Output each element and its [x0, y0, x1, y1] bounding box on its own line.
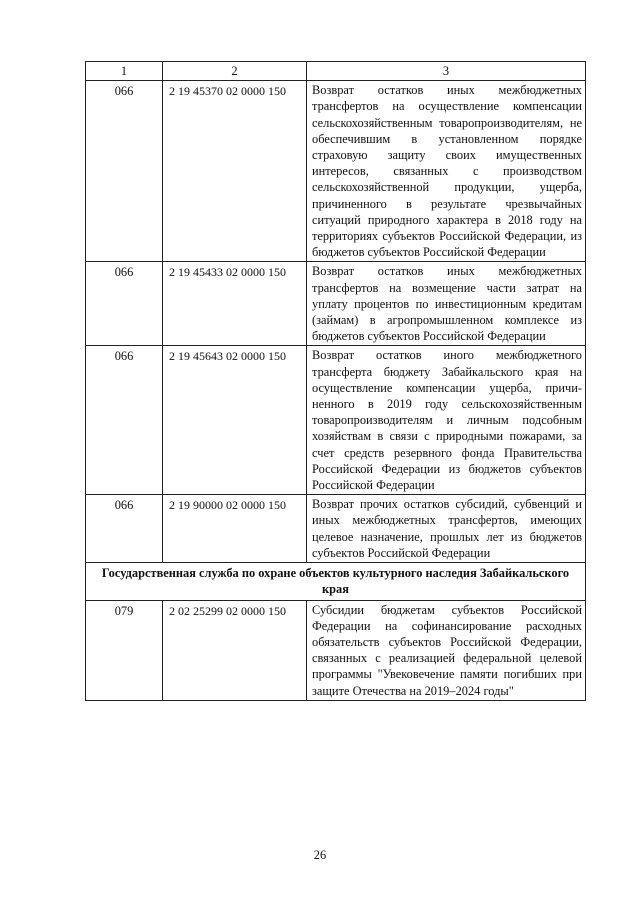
header-col-2: 2	[163, 62, 307, 81]
header-col-3: 3	[307, 62, 586, 81]
budget-code-cell: 2 19 45370 02 0000 150	[163, 81, 307, 262]
description-cell: Возврат остатков иных межбюджетных трансфертов на осуществление компенсации сельскохозяйственным товаропроизводителям, не обеспечившим в установленном порядке страховую защиту своих имущественных интересов, связанных с производством сельскохозяйственной продукции, ущерба, причиненного в результате чрезвычайных ситуаций природного характера в 2018 году на территориях субъектов Российской Федерации, из бюджетов субъектов Российской Федерации	[307, 81, 586, 262]
budget-code-cell: 2 02 25299 02 0000 150	[163, 600, 307, 700]
admin-code-cell: 066	[86, 495, 163, 563]
section-heading-row	[86, 563, 586, 600]
description-cell: Возврат остатков иных межбюджетных трансфертов на возмещение части затрат на уплату процентов по инвестиционным кредитам (займам) в агропромышленном комплексе из бюджетов субъектов Российской Федерации	[307, 262, 586, 346]
table-row	[86, 495, 586, 563]
table-row	[86, 262, 586, 346]
document-page	[85, 61, 585, 701]
budget-codes-table	[85, 61, 586, 701]
page-number: 26	[313, 848, 327, 862]
admin-code-cell: 066	[86, 346, 163, 495]
header-row	[86, 62, 586, 81]
table-row	[86, 346, 586, 495]
description-cell: Возврат остатков иного межбюджетного трансферта бюджету Забайкальского края на осуществление компенсации ущерба, причиненного в 2019 году сельскохозяйственным товаропроизводителям и личным подсобным хозяйствам в связи с природными пожарами, за счет средств резервного фонда Правительства Российской Федерации из бюджетов субъектов Российской Федерации	[307, 346, 586, 495]
section-title: Государственная служба по охране объектов культурного наследия Забайкальского края	[86, 563, 586, 600]
table-row	[86, 600, 586, 700]
admin-code-cell: 079	[86, 600, 163, 700]
header-col-1: 1	[86, 62, 163, 81]
budget-code-cell: 2 19 45643 02 0000 150	[163, 346, 307, 495]
description-cell: Субсидии бюджетам субъектов Российской Федерации на софинансирование расходных обязательств субъектов Российской Федерации, связанных с реализацией федеральной целевой программы "Увековечение памяти погибших при защите Отечества на 2019–2024 годы"	[307, 600, 586, 700]
budget-code-cell: 2 19 90000 02 0000 150	[163, 495, 307, 563]
budget-code-cell: 2 19 45433 02 0000 150	[163, 262, 307, 346]
admin-code-cell: 066	[86, 81, 163, 262]
table-row	[86, 81, 586, 262]
admin-code-cell: 066	[86, 262, 163, 346]
description-cell: Возврат прочих остатков субсидий, субвенций и иных межбюджетных трансфертов, имеющих целевое назначение, прошлых лет из бюджетов субъектов Российской Федерации	[307, 495, 586, 563]
